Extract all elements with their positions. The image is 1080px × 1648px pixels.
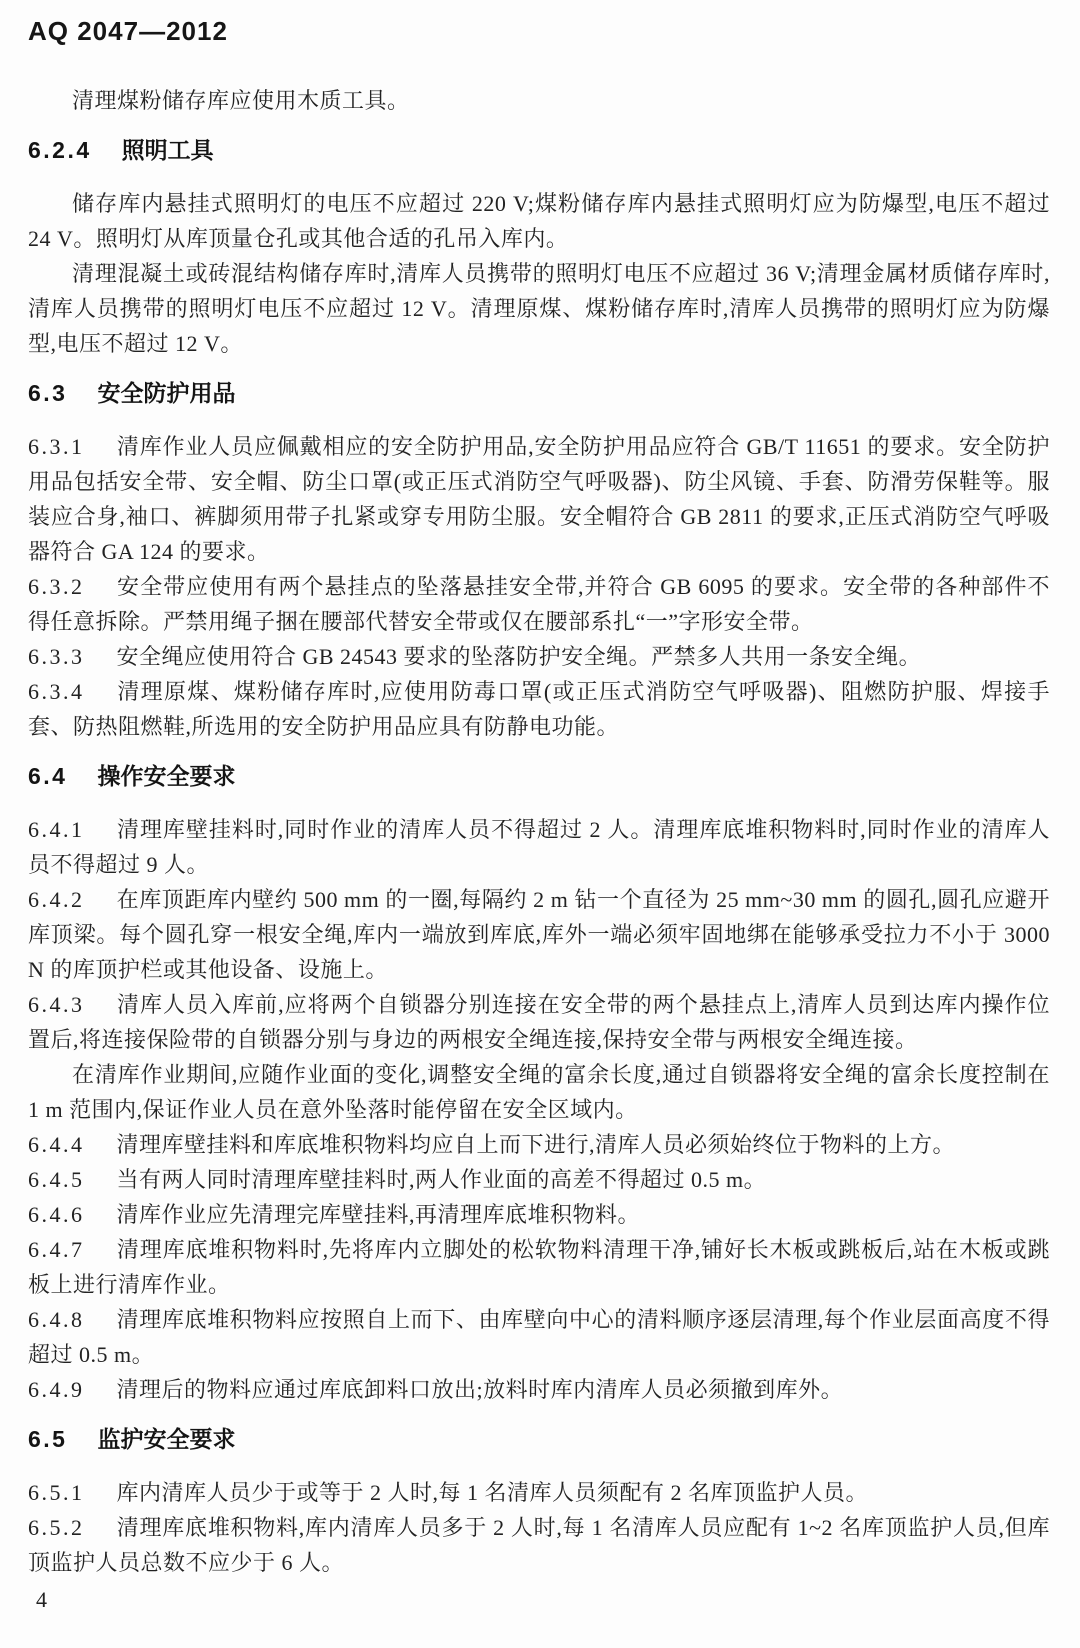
clause-number: 6.4.1 [28, 817, 85, 842]
clause-number: 6.4.7 [28, 1237, 85, 1262]
clause-text: 清库人员入库前,应将两个自锁器分别连接在安全带的两个悬挂点上,清库人员到达库内操作位置后,将连接保险带的自锁器分别与身边的两根安全绳连接,保持安全带与两根安全绳连接。 [28, 992, 1050, 1052]
section-number: 6.5 [28, 1426, 68, 1452]
paragraph-624-2: 清理混凝土或砖混结构储存库时,清库人员携带的照明灯电压不应超过 36 V;清理金属材质储存库时,清库人员携带的照明灯电压不应超过 12 V。清理原煤、煤粉储存库时,清库人员携带的照明灯应为防爆型,电压不超过 12 V。 [28, 261, 1050, 356]
clause-645 [28, 1162, 1050, 1197]
section-title: 监护安全要求 [97, 1426, 236, 1452]
clause-651 [28, 1475, 1050, 1510]
clause-number: 6.3.4 [28, 679, 85, 704]
clause-number: 6.3.1 [28, 434, 85, 459]
section-number: 6.4 [28, 763, 68, 789]
section-title: 操作安全要求 [97, 763, 236, 789]
clause-647 [28, 1232, 1050, 1302]
clause-634 [28, 674, 1050, 744]
clause-652 [28, 1510, 1050, 1580]
clause-number: 6.3.3 [28, 644, 85, 669]
clause-633 [28, 639, 1050, 674]
clause-643-continuation: 在清库作业期间,应随作业面的变化,调整安全绳的富余长度,通过自锁器将安全绳的富余长度控制在 1 m 范围内,保证作业人员在意外坠落时能停留在安全区域内。 [28, 1062, 1050, 1122]
clause-649 [28, 1372, 1050, 1407]
section-heading-65 [28, 1424, 1050, 1454]
section-number: 6.2.4 [28, 137, 92, 163]
clause-text: 清理原煤、煤粉储存库时,应使用防毒口罩(或正压式消防空气呼吸器)、阻燃防护服、焊接手套、防热阻燃鞋,所选用的安全防护用品应具有防静电功能。 [28, 679, 1050, 739]
section-title: 安全防护用品 [97, 380, 236, 406]
clause-text: 库内清库人员少于或等于 2 人时,每 1 名清库人员须配有 2 名库顶监护人员。 [116, 1480, 869, 1505]
clause-text: 清理库底堆积物料时,先将库内立脚处的松软物料清理干净,铺好长木板或跳板后,站在木板或跳板上进行清库作业。 [28, 1237, 1050, 1297]
section-heading-64 [28, 761, 1050, 791]
clause-text: 清理库壁挂料和库底堆积物料均应自上而下进行,清库人员必须始终位于物料的上方。 [116, 1132, 956, 1157]
clause-648 [28, 1302, 1050, 1372]
section-heading-624 [28, 135, 1050, 165]
clause-number: 6.4.2 [28, 887, 85, 912]
clause-646 [28, 1197, 1050, 1232]
clause-number: 6.5.1 [28, 1480, 85, 1505]
section-heading-63 [28, 378, 1050, 408]
page-number: 4 [36, 1587, 47, 1612]
clause-text: 安全绳应使用符合 GB 24543 要求的坠落防护安全绳。严禁多人共用一条安全绳。 [116, 644, 922, 669]
intro-paragraph: 清理煤粉储存库应使用木质工具。 [72, 88, 410, 113]
clause-number: 6.3.2 [28, 574, 85, 599]
clause-text: 在库顶距库内壁约 500 mm 的一圈,每隔约 2 m 钻一个直径为 25 mm~30 mm 的圆孔,圆孔应避开库顶梁。每个圆孔穿一根安全绳,库内一端放到库底,库外一端必须牢固地绑在能够承受拉力不小于 3000 N 的库顶护栏或其他设备、设施上。 [28, 887, 1050, 982]
clause-number: 6.4.5 [28, 1167, 85, 1192]
clause-641 [28, 812, 1050, 882]
clause-text: 清库作业人员应佩戴相应的安全防护用品,安全防护用品应符合 GB/T 11651 的要求。安全防护用品包括安全带、安全帽、防尘口罩(或正压式消防空气呼吸器)、防尘风镜、手套、防滑劳保鞋等。服装应合身,袖口、裤脚须用带子扎紧或穿专用防尘服。安全帽符合 GB 2811 的要求,正压式消防空气呼吸器符合 GA 124 的要求。 [28, 434, 1050, 564]
clause-642 [28, 882, 1050, 987]
clause-text: 清理库底堆积物料应按照自上而下、由库壁向中心的清料顺序逐层清理,每个作业层面高度不得超过 0.5 m。 [28, 1307, 1050, 1367]
clause-631 [28, 429, 1050, 569]
clause-number: 6.4.6 [28, 1202, 85, 1227]
clause-number: 6.4.8 [28, 1307, 85, 1332]
section-title: 照明工具 [121, 137, 214, 163]
section-number: 6.3 [28, 380, 68, 406]
clause-text: 清理库底堆积物料,库内清库人员多于 2 人时,每 1 名清库人员应配有 1~2 名库顶监护人员,但库顶监护人员总数不应少于 6 人。 [28, 1515, 1050, 1575]
clause-number: 6.4.4 [28, 1132, 85, 1157]
clause-643 [28, 987, 1050, 1057]
clause-text: 清库作业应先清理完库壁挂料,再清理库底堆积物料。 [116, 1202, 641, 1227]
clause-632 [28, 569, 1050, 639]
clause-text: 当有两人同时清理库壁挂料时,两人作业面的高差不得超过 0.5 m。 [116, 1167, 767, 1192]
paragraph-624-1: 储存库内悬挂式照明灯的电压不应超过 220 V;煤粉储存库内悬挂式照明灯应为防爆型,电压不超过 24 V。照明灯从库顶量仓孔或其他合适的孔吊入库内。 [28, 191, 1050, 251]
clause-644 [28, 1127, 1050, 1162]
clause-text: 清理后的物料应通过库底卸料口放出;放料时库内清库人员必须撤到库外。 [116, 1377, 844, 1402]
clause-number: 6.5.2 [28, 1515, 85, 1540]
clause-number: 6.4.3 [28, 992, 85, 1017]
doc-code: AQ 2047—2012 [28, 16, 228, 46]
clause-text: 安全带应使用有两个悬挂点的坠落悬挂安全带,并符合 GB 6095 的要求。安全带的各种部件不得任意拆除。严禁用绳子捆在腰部代替安全带或仅在腰部系扎“一”字形安全带。 [28, 574, 1050, 634]
clause-number: 6.4.9 [28, 1377, 85, 1402]
clause-text: 清理库壁挂料时,同时作业的清库人员不得超过 2 人。清理库底堆积物料时,同时作业的清库人员不得超过 9 人。 [28, 817, 1050, 877]
